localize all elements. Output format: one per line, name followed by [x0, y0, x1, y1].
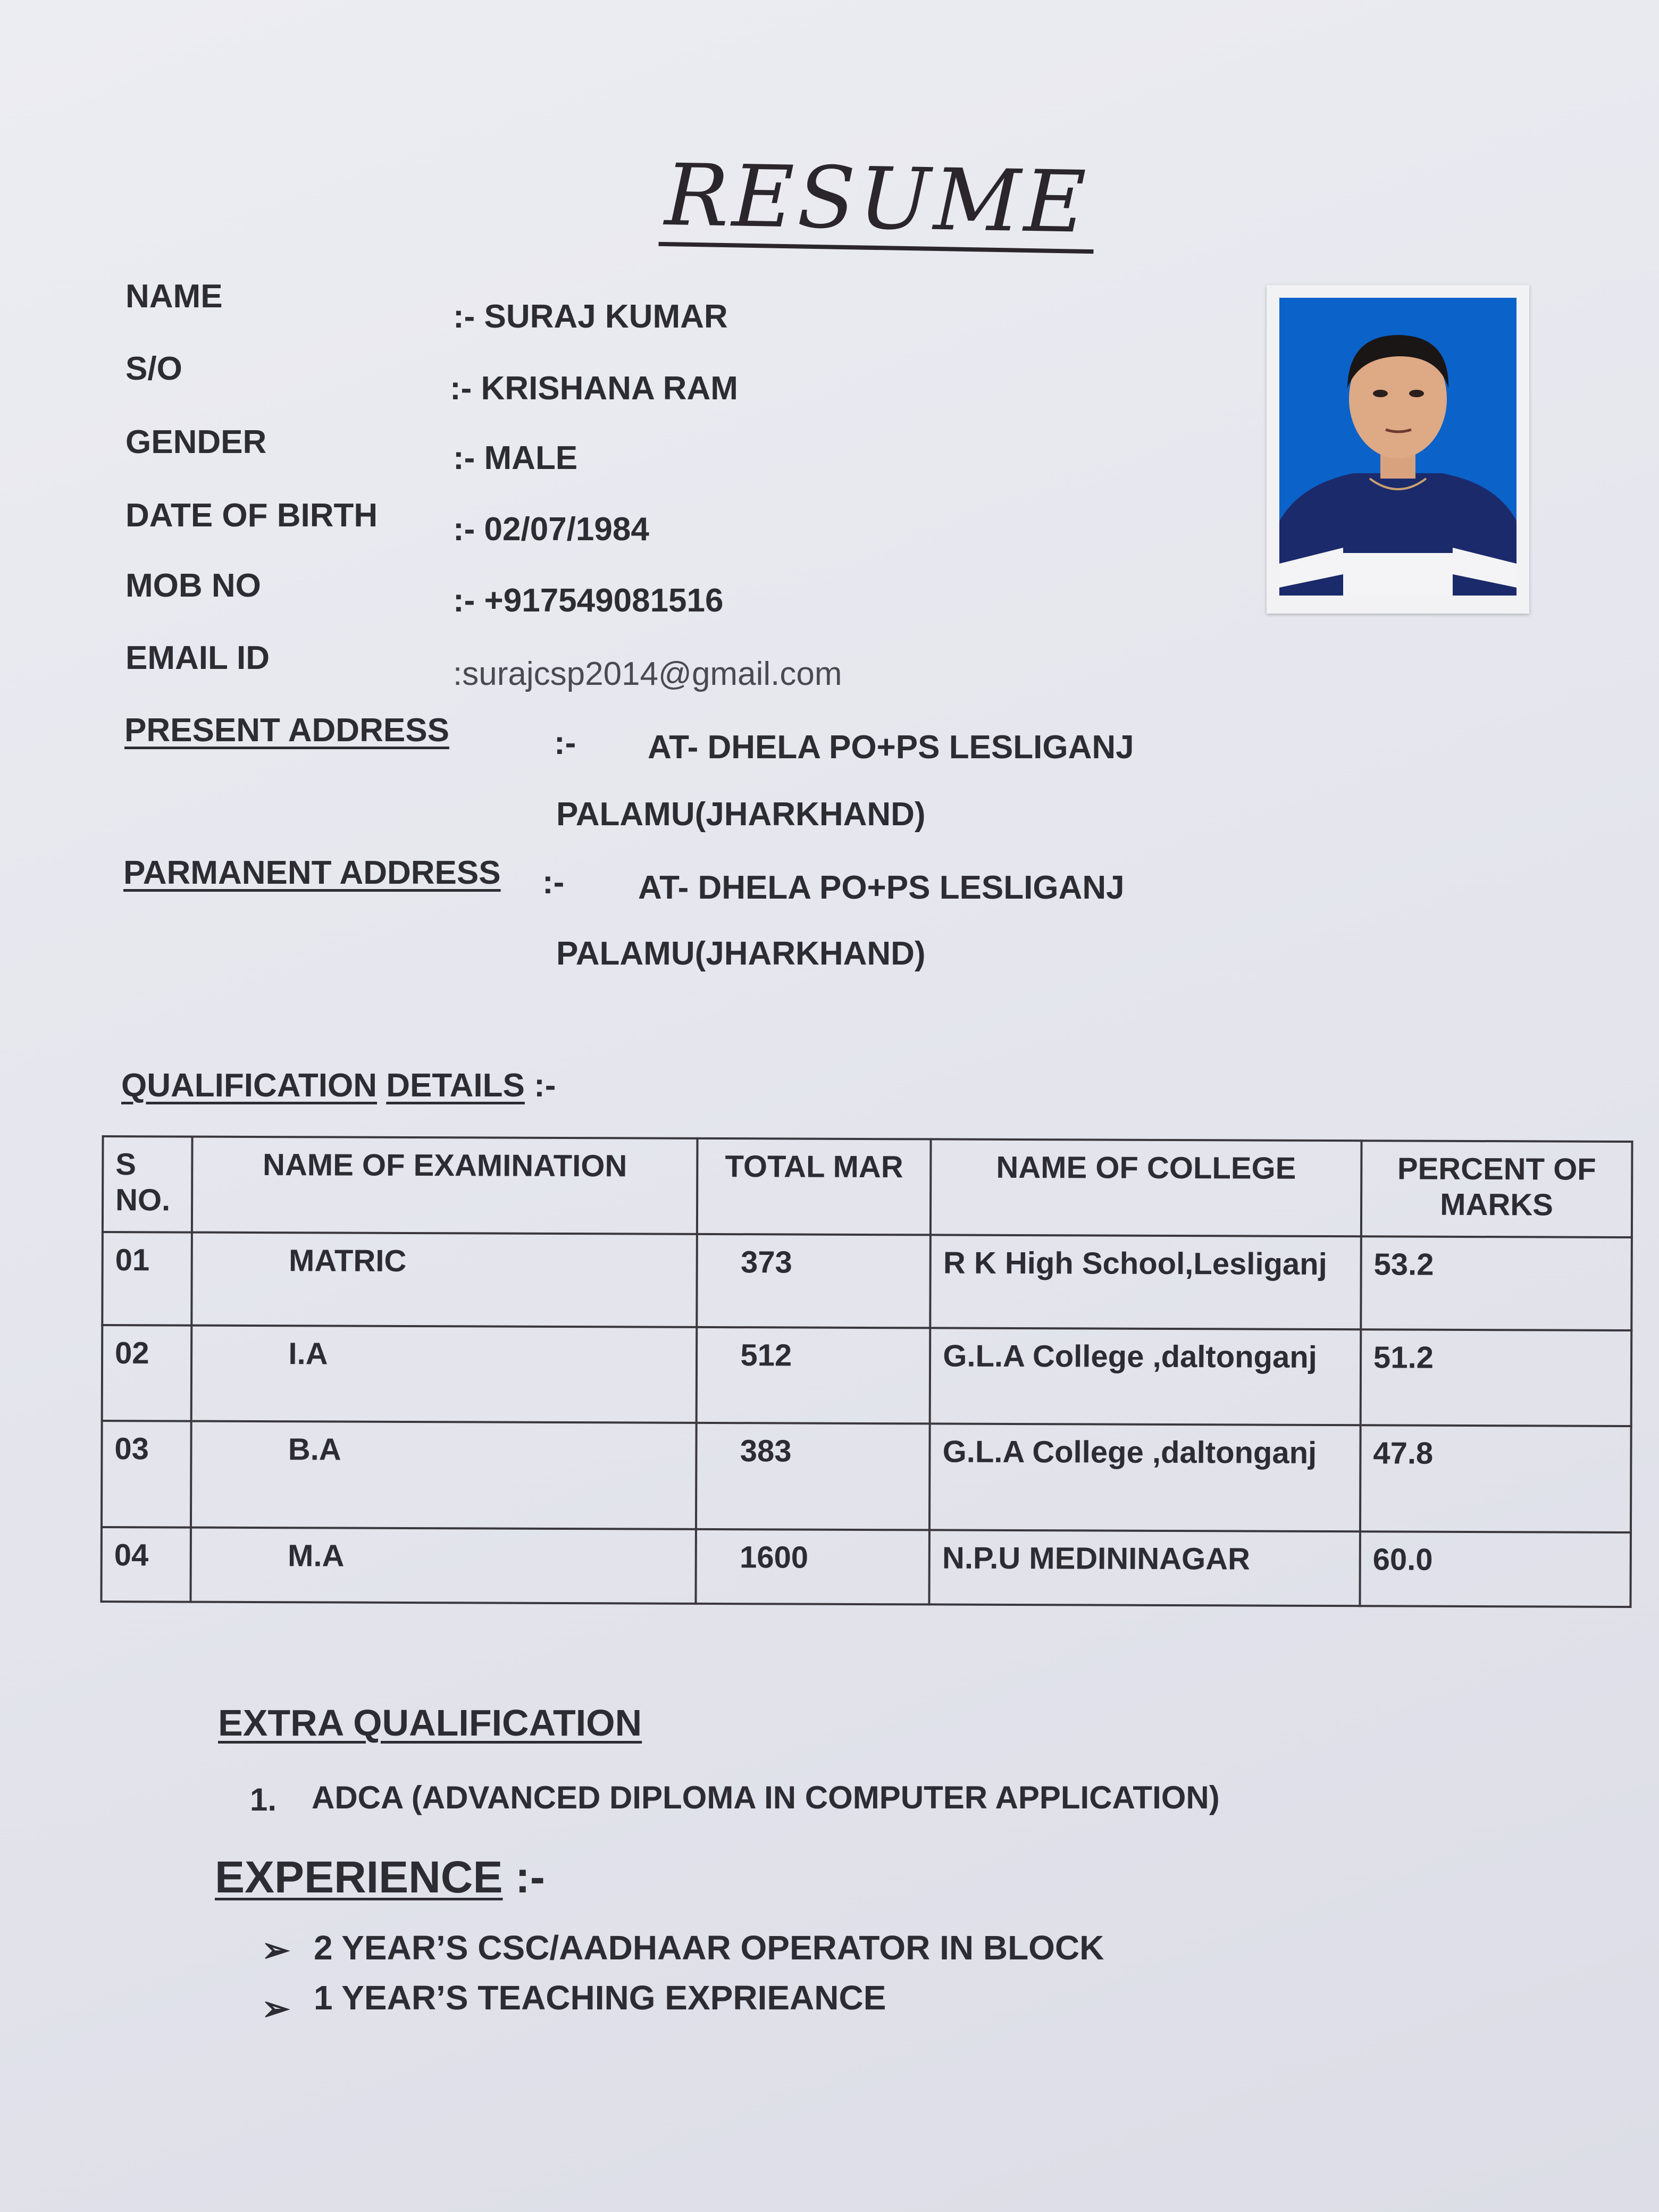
row-examination: B.A	[191, 1421, 697, 1529]
row-s-no: 03	[102, 1421, 191, 1528]
resume-title: RESUME	[658, 150, 1095, 254]
row-college: N.P.U MEDININAGAR	[929, 1530, 1360, 1606]
permanent-address-line2: PALAMU(JHARKHAND)	[556, 935, 926, 972]
present-address-line1: AT- DHELA PO+PS LESLIGANJ	[648, 729, 1134, 766]
qualification-table	[100, 1135, 1633, 1608]
permanent-address-line1: AT- DHELA PO+PS LESLIGANJ	[638, 869, 1125, 906]
portrait-image	[1279, 298, 1516, 596]
row-percent: 60.0	[1360, 1531, 1631, 1607]
qualification-heading-sep: :-	[534, 1067, 556, 1104]
so-label: S/O	[125, 350, 182, 387]
table-row	[102, 1232, 1632, 1330]
email-label: EMAIL ID	[125, 640, 270, 676]
bullet-icon: ➢	[262, 1989, 290, 2027]
present-address-line2: PALAMU(JHARKHAND)	[556, 796, 926, 833]
present-address-separator: :-	[554, 725, 576, 761]
mob-label: MOB NO	[125, 567, 261, 604]
permanent-address-separator: :-	[542, 864, 565, 901]
gender-label: GENDER	[125, 424, 267, 460]
table-header-row	[103, 1136, 1632, 1237]
dob-value: :- 02/07/1984	[453, 511, 649, 548]
extra-item-number: 1.	[250, 1782, 277, 1817]
dob-label: DATE OF BIRTH	[125, 497, 378, 534]
qualification-heading-b: DETAILS	[386, 1067, 525, 1104]
experience-item: 1 YEAR’S TEACHING EXPRIEANCE	[314, 1979, 886, 2017]
row-s-no: 04	[101, 1527, 191, 1602]
row-percent: 53.2	[1361, 1236, 1632, 1330]
row-s-no: 02	[102, 1325, 192, 1421]
permanent-address-label: PARMANENT ADDRESS	[123, 854, 501, 891]
bullet-icon: ➢	[262, 1931, 290, 1969]
email-value: :surajcsp2014@gmail.com	[453, 656, 842, 692]
header-s-no: S NO.	[103, 1136, 192, 1233]
qualification-heading-a: QUALIFICATION	[121, 1067, 378, 1104]
row-examination: I.A	[191, 1326, 697, 1423]
header-percent: PERCENT OF MARKS	[1361, 1141, 1632, 1237]
name-label: NAME	[125, 278, 223, 315]
row-total-marks: 1600	[696, 1529, 929, 1605]
header-college: NAME OF COLLEGE	[931, 1139, 1361, 1236]
experience-item: 2 YEAR’S CSC/AADHAAR OPERATOR IN BLOCK	[314, 1929, 1104, 1967]
profile-photo	[1267, 285, 1529, 614]
row-percent: 47.8	[1360, 1425, 1631, 1532]
experience-heading-text: EXPERIENCE	[215, 1852, 503, 1902]
extra-item: ADCA (ADVANCED DIPLOMA IN COMPUTER APPLICATION)	[312, 1780, 1220, 1815]
experience-heading	[215, 1851, 545, 1903]
mob-value: :- +917549081516	[453, 582, 724, 619]
qualification-heading	[121, 1067, 556, 1104]
gender-value: :- MALE	[453, 440, 578, 476]
table-row	[102, 1325, 1632, 1426]
header-examination: NAME OF EXAMINATION	[192, 1137, 698, 1234]
row-college: R K High School,Lesliganj	[931, 1235, 1361, 1329]
name-value: :- SURAJ KUMAR	[453, 298, 728, 335]
present-address-label: PRESENT ADDRESS	[124, 712, 449, 749]
header-total-marks: TOTAL MAR	[697, 1138, 931, 1235]
row-percent: 51.2	[1361, 1329, 1632, 1426]
table-row	[101, 1527, 1630, 1607]
row-examination: M.A	[191, 1528, 696, 1604]
extra-qualification-heading: EXTRA QUALIFICATION	[218, 1702, 642, 1744]
row-college: G.L.A College ,daltonganj	[930, 1328, 1361, 1425]
row-college: G.L.A College ,daltonganj	[929, 1423, 1360, 1531]
so-value: :- KRISHANA RAM	[450, 370, 738, 407]
row-examination: MATRIC	[192, 1233, 698, 1327]
row-total-marks: 512	[697, 1327, 931, 1424]
row-s-no: 01	[102, 1232, 192, 1326]
row-total-marks: 373	[697, 1234, 931, 1328]
row-total-marks: 383	[696, 1423, 930, 1530]
experience-heading-sep: :-	[515, 1852, 545, 1902]
table-row	[102, 1421, 1631, 1532]
